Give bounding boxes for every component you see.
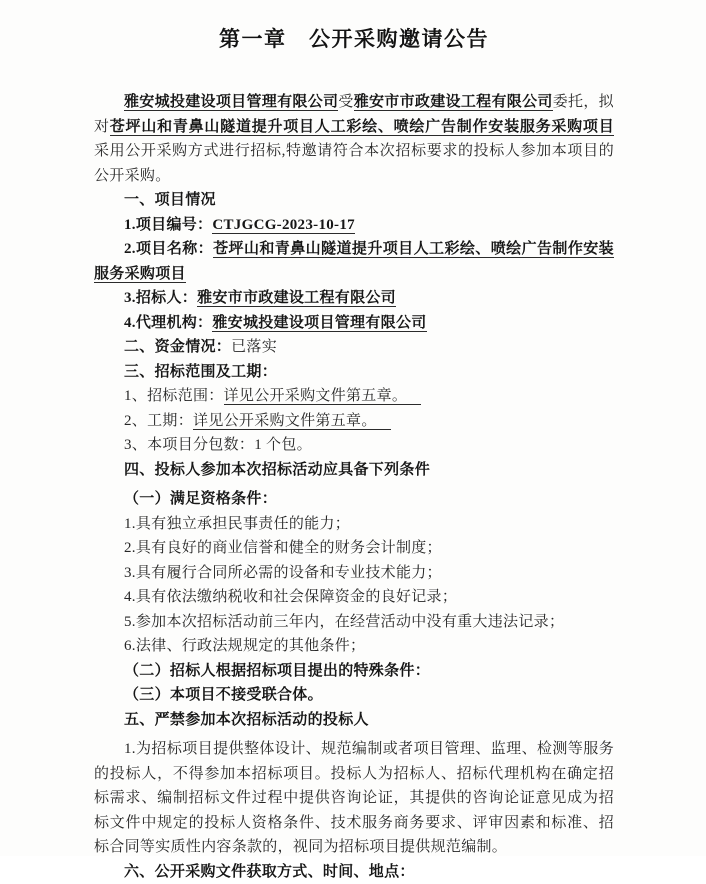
section5-heading: 五、严禁参加本次招标活动的投标人 xyxy=(94,708,614,733)
condition-item-2: 2.具有良好的商业信誉和健全的财务会计制度； xyxy=(94,536,614,561)
scope-value: 详见公开采购文件第五章。 xyxy=(224,388,422,405)
agency-name: 雅安城投建设项目管理有限公司 xyxy=(124,94,338,111)
project-name-value: 苍坪山和青鼻山隧道提升项目人工彩绘、喷绘广告制作安装服务采购项目 xyxy=(94,241,614,283)
section6-heading: 六、公开采购文件获取方式、时间、地点： xyxy=(94,860,614,884)
project-number-line xyxy=(94,213,614,238)
qualification-heading: （一）满足资格条件： xyxy=(94,487,614,512)
tenderee-label: 3.招标人： xyxy=(124,290,197,306)
condition-item-6: 6.法律、行政法规规定的其他条件； xyxy=(94,634,614,659)
package-count-line: 3、本项目分包数：1 个包。 xyxy=(94,433,614,458)
intro-text-2: 委托，拟对 xyxy=(94,94,614,135)
special-conditions-heading: （二）招标人根据招标项目提出的特殊条件： xyxy=(94,659,614,684)
condition-item-5: 5.参加本次招标活动前三年内，在经营活动中没有重大违法记录； xyxy=(94,610,614,635)
condition-item-3: 3.具有履行合同所必需的设备和专业技术能力； xyxy=(94,561,614,586)
agency-value: 雅安城投建设项目管理有限公司 xyxy=(212,315,426,332)
section4-heading: 四、投标人参加本次招标活动应具备下列条件 xyxy=(94,458,614,483)
tenderee-name: 雅安市市政建设工程有限公司 xyxy=(354,94,553,111)
chapter-title: 第一章 公开采购邀请公告 xyxy=(94,24,614,54)
section5-paragraph: 1.为招标项目提供整体设计、规范编制或者项目管理、监理、检测等服务的投标人，不得参加本招标项目。投标人为招标人、招标代理机构在确定招标需求、编制招标文件过程中提供咨询论证，其提供的咨询论证意见成为招标文件中规定的投标人资格条件、技术服务商务要求、评审因素和标准、招标合同等实质性内容条款的，视同为招标项目提供规范编制。 xyxy=(94,737,614,860)
agency-line xyxy=(94,311,614,336)
intro-text-1: 受 xyxy=(338,94,353,110)
section2-line xyxy=(94,335,614,360)
tenderee-line xyxy=(94,286,614,311)
condition-item-1: 1.具有独立承担民事责任的能力； xyxy=(94,512,614,537)
tenderee-value: 雅安市市政建设工程有限公司 xyxy=(197,290,396,307)
project-name-line xyxy=(94,237,614,286)
duration-line xyxy=(94,409,614,434)
duration-value: 详见公开采购文件第五章。 xyxy=(193,413,391,430)
project-name-label: 2.项目名称： xyxy=(124,241,213,257)
intro-paragraph xyxy=(94,90,614,188)
no-consortium-heading: （三）本项目不接受联合体。 xyxy=(94,683,614,708)
agency-label: 4.代理机构： xyxy=(124,315,212,331)
project-name: 苍坪山和青鼻山隧道提升项目人工彩绘、喷绘广告制作安装服务采购项目 xyxy=(110,119,614,136)
scope-label: 1、招标范围： xyxy=(124,388,224,404)
scope-line xyxy=(94,384,614,409)
section1-heading: 一、项目情况 xyxy=(94,188,614,213)
section2-heading: 二、资金情况： xyxy=(124,339,231,355)
funds-status: 已落实 xyxy=(231,339,277,355)
intro-text-3: 采用公开采购方式进行招标,特邀请符合本次招标要求的投标人参加本项目的公开采购。 xyxy=(94,143,614,184)
duration-label: 2、工期： xyxy=(124,413,193,429)
condition-item-4: 4.具有依法缴纳税收和社会保障资金的良好记录； xyxy=(94,585,614,610)
section3-heading: 三、招标范围及工期： xyxy=(94,360,614,385)
project-number-label: 1.项目编号： xyxy=(124,217,212,233)
project-number-value: CTJGCG-2023-10-17 xyxy=(212,217,355,234)
